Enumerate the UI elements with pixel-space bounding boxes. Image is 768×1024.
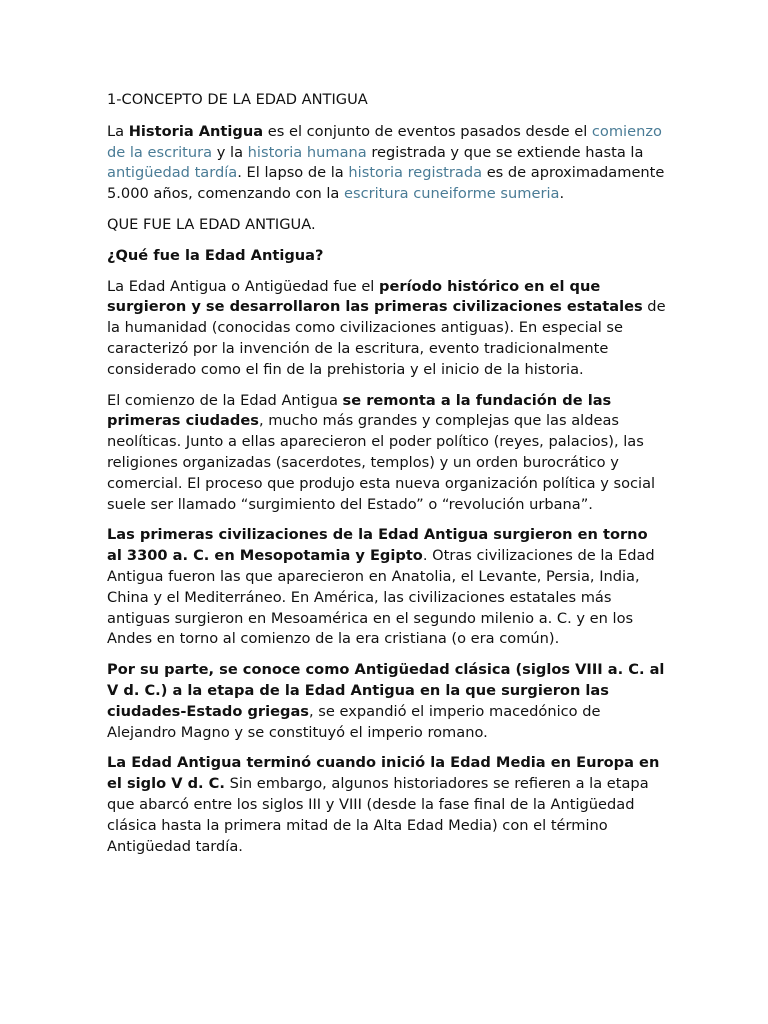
paragraph-definition [107, 277, 667, 381]
paragraph-text: de la humanidad (conocidas como civilizaciones antiguas). En especial se caracterizó por la invención de la escritura, evento tradicionalmente considerado como el fin de la prehistoria y el inicio de la historia. [107, 298, 666, 378]
intro-text: . El lapso de la [237, 164, 349, 182]
paragraph-text: , se expandió el imperio macedónico de Alejandro Magno y se constituyó el imperio romano. [107, 702, 601, 741]
paragraph-bold: Por su parte, se conoce como Antigüedad clásica (siglos VIII a. C. al V d. C.) a la etapa de la Edad Antigua en la que surgieron las ciudades-Estado griegas [107, 661, 665, 720]
paragraph-bold: La Edad Antigua terminó cuando inició la Edad Media en Europa en el siglo V d. C. [107, 754, 660, 793]
paragraph-first-civilizations [107, 525, 667, 650]
document-heading: 1-CONCEPTO DE LA EDAD ANTIGUA [107, 91, 368, 108]
paragraph-text: Sin embargo, algunos historiadores se refieren a la etapa que abarcó entre los siglos III y VIII (desde la fase final de la Antigüedad clásica hasta la primera mitad de la Alta Edad Media) con el término Antigüedad tardía. [107, 775, 649, 855]
link-antiguedad-tardia[interactable]: antigüedad tardía [107, 164, 238, 182]
link-comienzo-escritura[interactable]: comienzo de la escritura [107, 122, 662, 161]
paragraph-bold: Las primeras civilizaciones de la Edad Antigua surgieron en torno al 3300 a. C. en Mesopotamia y Egipto [107, 526, 648, 565]
intro-text: y la [212, 143, 248, 161]
question-text: ¿Qué fue la Edad Antigua? [107, 246, 324, 264]
link-historia-humana[interactable]: historia humana [247, 143, 367, 161]
document-page [107, 90, 667, 867]
paragraph-text: El comienzo de la Edad Antigua [107, 391, 343, 409]
intro-text: . [559, 185, 565, 203]
paragraph-text: La Edad Antigua o Antigüedad fue el [107, 277, 380, 295]
intro-paragraph [107, 122, 667, 205]
paragraph-text: . Otras civilizaciones de la Edad Antigua fueron las que aparecieron en Anatolia, el Levante, Persia, India, China y el Mediterráneo. En América, las civilizaciones estatales más antiguas surgieron en Mesoamérica en el segundo milenio a. C. y en los Andes en torno al comienzo de la era cristiana (o era común). [107, 547, 655, 648]
paragraph-classical-antiquity [107, 660, 667, 743]
intro-text: La [107, 122, 129, 140]
intro-bold-term: Historia Antigua [128, 122, 264, 140]
intro-text: es de aproximadamente 5.000 años, comenzando con la [107, 164, 665, 203]
section-subheading: QUE FUE LA EDAD ANTIGUA. [107, 215, 316, 233]
paragraph-bold: período histórico en el que surgieron y se desarrollaron las primeras civilizaciones estatales [107, 277, 643, 316]
question-heading [107, 246, 667, 267]
link-historia-registrada[interactable]: historia registrada [348, 164, 483, 182]
paragraph-beginning [107, 391, 667, 516]
link-escritura-cuneiforme[interactable]: escritura cuneiforme sumeria [343, 185, 560, 203]
paragraph-end-of-antiquity [107, 753, 667, 857]
intro-text: registrada y que se extiende hasta la [366, 143, 644, 161]
paragraph-bold: se remonta a la fundación de las primeras ciudades [107, 391, 612, 430]
intro-text: es el conjunto de eventos pasados desde el [263, 122, 592, 140]
paragraph-text: , mucho más grandes y complejas que las aldeas neolíticas. Junto a ellas aparecieron el poder político (reyes, palacios), las religiones organizadas (sacerdotes, templos) y un orden burocrático y comercial. El proceso que produjo esta nueva organización política y social suele ser llamado “surgimiento del Estado” o “revolución urbana”. [107, 412, 656, 513]
